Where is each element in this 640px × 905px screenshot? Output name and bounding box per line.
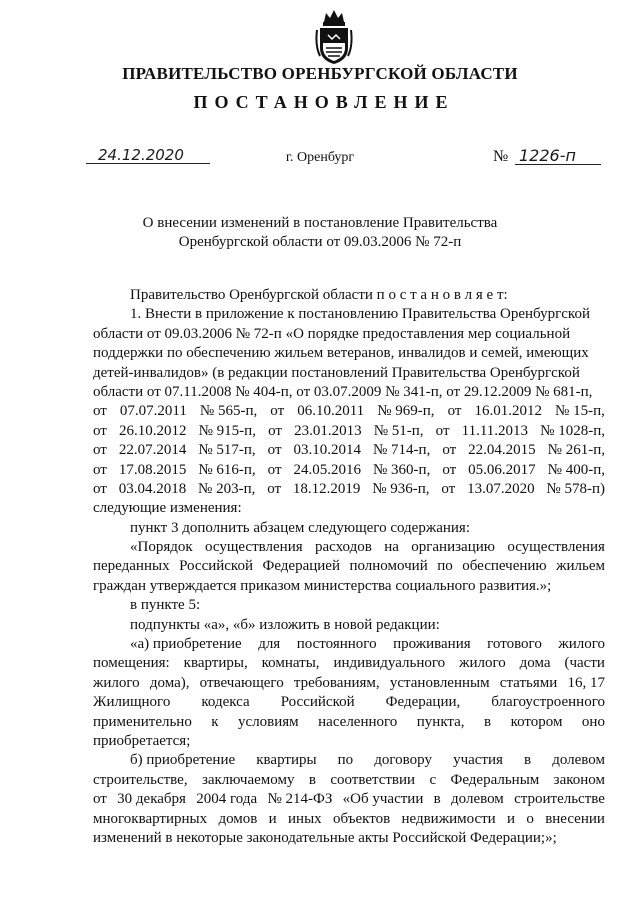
body-line-segment: 30 декабря bbox=[117, 791, 186, 808]
document-number: 1226-п bbox=[519, 146, 576, 165]
body-line-segment: домов bbox=[218, 810, 258, 827]
body-line-segment: от bbox=[267, 442, 282, 459]
body-line-segment: индивидуального bbox=[333, 655, 446, 672]
document-date: 24.12.2020 bbox=[98, 146, 184, 164]
body-line: детей-инвалидов» (в редакции постановлений Правительства Оренбургской bbox=[93, 364, 580, 381]
body-line-segment: № 714-п, bbox=[372, 442, 431, 459]
body-line-segment: в bbox=[524, 752, 532, 769]
body-line-segment: 22.07.2014 bbox=[118, 442, 187, 459]
body-line-segment: 24.05.2016 bbox=[293, 461, 361, 478]
body-line-segment: проживания bbox=[393, 636, 471, 653]
body-line-segment: «а) приобретение bbox=[130, 636, 242, 653]
body-line-segment: от bbox=[93, 791, 107, 808]
body-line-segment: Федерацией bbox=[262, 558, 340, 575]
document-body bbox=[93, 286, 605, 848]
body-line-segment: № 214-ФЗ bbox=[267, 791, 333, 808]
body-line-segment: отвечающего bbox=[199, 674, 284, 691]
body-line-segment: недвижимости bbox=[401, 810, 496, 827]
body-line-segment: от bbox=[93, 422, 107, 439]
body-line-segment: № 360-п, bbox=[372, 461, 431, 478]
body-line-segment: благоустроенного bbox=[491, 694, 605, 711]
body-line-segment: требованиям, bbox=[293, 674, 380, 691]
body-line-segment: № 1028-п, bbox=[540, 422, 605, 439]
body-line-segment: № 565-п, bbox=[199, 403, 258, 420]
body-line bbox=[93, 635, 605, 654]
body-line bbox=[93, 771, 605, 790]
body-line-segment: и bbox=[268, 810, 277, 827]
body-line-segment: многоквартирных bbox=[93, 810, 208, 827]
body-line-segment: б) приобретение bbox=[130, 752, 236, 769]
body-line-segment: осуществления bbox=[507, 539, 605, 556]
body-line bbox=[93, 480, 605, 499]
body-line-segment: 13.07.2020 bbox=[467, 480, 535, 497]
body-line-segment: помещения: bbox=[93, 655, 170, 672]
body-line-segment: 16, 17 bbox=[567, 674, 605, 691]
body-line-segment: о bbox=[526, 810, 534, 827]
body-line-segment: от bbox=[441, 480, 456, 497]
body-line bbox=[93, 693, 605, 712]
body-line: приобретается; bbox=[93, 732, 191, 749]
body-line-segment: № 969-п, bbox=[377, 403, 435, 420]
body-line-segment: «Об участии bbox=[342, 791, 424, 808]
body-line-segment: с bbox=[429, 771, 437, 788]
body-line-segment: от bbox=[267, 480, 282, 497]
body-line bbox=[93, 538, 605, 557]
body-line-segment: условиям bbox=[238, 713, 299, 730]
body-line bbox=[93, 557, 605, 576]
body-line-segment: 18.12.2019 bbox=[292, 480, 361, 497]
body-line-segment: 2004 года bbox=[196, 791, 258, 808]
body-line-segment: комнаты, bbox=[261, 655, 320, 672]
body-line-segment: № 578-п) bbox=[546, 480, 605, 497]
body-line: изменений в некоторые законодательные акты Российской Федерации;»; bbox=[93, 829, 557, 846]
body-line-segment: от bbox=[435, 422, 450, 439]
body-line-segment: организацию bbox=[411, 539, 495, 556]
body-line-segment: 26.10.2012 bbox=[118, 422, 187, 439]
body-line-segment: № 616-п, bbox=[198, 461, 256, 478]
body-line bbox=[93, 674, 605, 693]
document-number-field bbox=[493, 146, 601, 170]
body-line-segment: 06.10.2011 bbox=[297, 403, 365, 420]
body-line-segment: в bbox=[308, 771, 316, 788]
body-line-segment: законом bbox=[553, 771, 605, 788]
body-line-segment: 22.04.2015 bbox=[468, 442, 536, 459]
body-line-segment: договору bbox=[374, 752, 432, 769]
body-line bbox=[93, 441, 605, 460]
body-line-segment: строительстве bbox=[514, 791, 605, 808]
body-line: в пункте 5: bbox=[130, 597, 201, 614]
body-line-segment: объектов bbox=[332, 810, 391, 827]
body-line-segment: № 203-п, bbox=[198, 480, 256, 497]
number-underline bbox=[515, 164, 601, 165]
body-line-segment: расходов bbox=[315, 539, 372, 556]
body-line-segment: от bbox=[93, 403, 107, 420]
body-line-segment: строительстве, bbox=[93, 771, 188, 788]
body-line bbox=[93, 422, 605, 441]
body-line-segment: 11.11.2013 bbox=[461, 422, 529, 439]
body-line-segment: № 261-п, bbox=[547, 442, 605, 459]
body-line-segment: обеспечению bbox=[462, 558, 547, 575]
body-line-segment: от bbox=[93, 461, 107, 478]
body-line-segment: кодекса bbox=[201, 694, 250, 711]
body-line: подпункты «а», «б» изложить в новой редакции: bbox=[130, 616, 440, 633]
body-line-segment: от bbox=[447, 403, 462, 420]
body-line-segment: 23.01.2013 bbox=[294, 422, 362, 439]
body-line-segment: для bbox=[258, 636, 281, 653]
body-line-segment: соответствии bbox=[330, 771, 416, 788]
body-line-segment: № 915-п, bbox=[198, 422, 256, 439]
body-line-segment: 07.07.2011 bbox=[119, 403, 187, 420]
body-line bbox=[93, 461, 605, 480]
body-line-segment: иных bbox=[288, 810, 322, 827]
body-line-segment: готового bbox=[487, 636, 542, 653]
body-line-segment: оно bbox=[581, 713, 605, 730]
body-line: пункт 3 дополнить абзацем следующего содержания: bbox=[130, 519, 470, 536]
body-line-segment: жилого bbox=[93, 674, 140, 691]
body-line-segment: от bbox=[442, 442, 457, 459]
body-line-segment: жильем bbox=[556, 558, 605, 575]
body-line-segment: 17.08.2015 bbox=[118, 461, 187, 478]
body-line: Правительство Оренбургской области п о с т а н о в л я е т: bbox=[130, 287, 508, 303]
body-line-segment: № 400-п, bbox=[547, 461, 605, 478]
coat-of-arms-icon bbox=[314, 8, 354, 66]
body-line-segment: «Порядок bbox=[130, 539, 193, 556]
body-line: следующие изменения: bbox=[93, 500, 242, 517]
body-line-segment: пункта, bbox=[416, 713, 465, 730]
body-line-segment: № 936-п, bbox=[372, 480, 430, 497]
body-line-segment: от bbox=[270, 403, 285, 420]
body-line-segment: от bbox=[93, 442, 107, 459]
body-line: 1. Внести в приложение к постановлению Правительства Оренбургской bbox=[130, 306, 590, 323]
body-line-segment: дома bbox=[519, 655, 551, 672]
body-line-segment: жилого bbox=[558, 636, 605, 653]
body-line-segment: дома), bbox=[149, 674, 190, 691]
body-line-segment: в bbox=[433, 791, 441, 808]
body-line-segment: от bbox=[268, 422, 282, 439]
body-line-segment: Федеральным bbox=[450, 771, 540, 788]
body-line-segment: (части bbox=[564, 655, 605, 672]
body-line-segment: 16.01.2012 bbox=[474, 403, 542, 420]
body-line-segment: 03.10.2014 bbox=[293, 442, 361, 459]
body-line-segment: осуществления bbox=[205, 539, 303, 556]
body-line: области от 07.11.2008 № 404-п, от 03.07.2009 № 341-п, от 29.12.2009 № 681-п, bbox=[93, 383, 593, 400]
body-line-segment: от bbox=[442, 461, 457, 478]
document-type: ПОСТАНОВЛЕНИЕ bbox=[193, 92, 455, 112]
body-line-segment: постоянного bbox=[296, 636, 377, 653]
body-line-segment: Жилищного bbox=[93, 694, 171, 711]
subject-line: О внесении изменений в постановление Правительства bbox=[142, 215, 498, 231]
body-line-segment: 05.06.2017 bbox=[468, 461, 536, 478]
body-line-segment: долевом bbox=[451, 791, 504, 808]
body-line-segment: и bbox=[507, 810, 516, 827]
body-line-segment: к bbox=[211, 713, 219, 730]
body-line-segment: жилого bbox=[459, 655, 506, 672]
body-line-segment: полномочий bbox=[349, 558, 428, 575]
body-line-segment: применительно bbox=[93, 713, 192, 730]
body-line: поддержки по обеспечению жильем ветеранов, инвалидов и семей, имеющих bbox=[93, 345, 589, 362]
body-line-segment: от bbox=[93, 480, 107, 497]
body-line-segment: № 15-п, bbox=[555, 403, 605, 420]
body-line-segment: по bbox=[337, 752, 354, 769]
body-line-segment: внесении bbox=[545, 810, 605, 827]
organization-name: ПРАВИТЕЛЬСТВО ОРЕНБУРГСКОЙ ОБЛАСТИ bbox=[122, 64, 518, 83]
body-line bbox=[93, 790, 605, 809]
body-line-segment: 03.04.2018 bbox=[118, 480, 187, 497]
body-line-segment: установленным bbox=[389, 674, 490, 691]
body-line-segment: по bbox=[437, 558, 453, 575]
body-line-segment: населенного bbox=[318, 713, 398, 730]
body-line-segment: долевом bbox=[552, 752, 605, 769]
body-line-segment: в bbox=[484, 713, 492, 730]
number-sign: № bbox=[493, 148, 509, 165]
document-subject bbox=[0, 214, 640, 252]
body-line bbox=[93, 654, 605, 673]
body-line-segment: котором bbox=[510, 713, 563, 730]
body-line-segment: квартиры bbox=[256, 752, 317, 769]
body-line-segment: квартиры, bbox=[183, 655, 248, 672]
body-line-segment: статьями bbox=[499, 674, 558, 691]
subject-line: Оренбургской области от 09.03.2006 № 72-п bbox=[178, 234, 462, 250]
city: г. Оренбург bbox=[285, 150, 355, 165]
body-line-segment: Федерации, bbox=[385, 694, 461, 711]
body-line-segment: на bbox=[384, 539, 399, 556]
body-line-segment: Российской bbox=[179, 558, 253, 575]
body-line-segment: № 51-п, bbox=[373, 422, 424, 439]
body-line: области от 09.03.2006 № 72-п «О порядке предоставления мер социальной bbox=[93, 325, 571, 342]
body-line-segment: переданных bbox=[93, 558, 170, 575]
body-line: граждан утверждается приказом министерства социального развития.»; bbox=[93, 577, 552, 594]
body-line-segment: Российской bbox=[280, 694, 355, 711]
body-line-segment: участия bbox=[453, 752, 503, 769]
body-line-segment: от bbox=[267, 461, 282, 478]
body-line-segment: № 517-п, bbox=[198, 442, 256, 459]
body-line bbox=[93, 402, 605, 421]
body-line bbox=[93, 751, 605, 770]
body-line-segment: заключаемому bbox=[201, 771, 295, 788]
body-line bbox=[93, 810, 605, 829]
body-line bbox=[93, 713, 605, 732]
